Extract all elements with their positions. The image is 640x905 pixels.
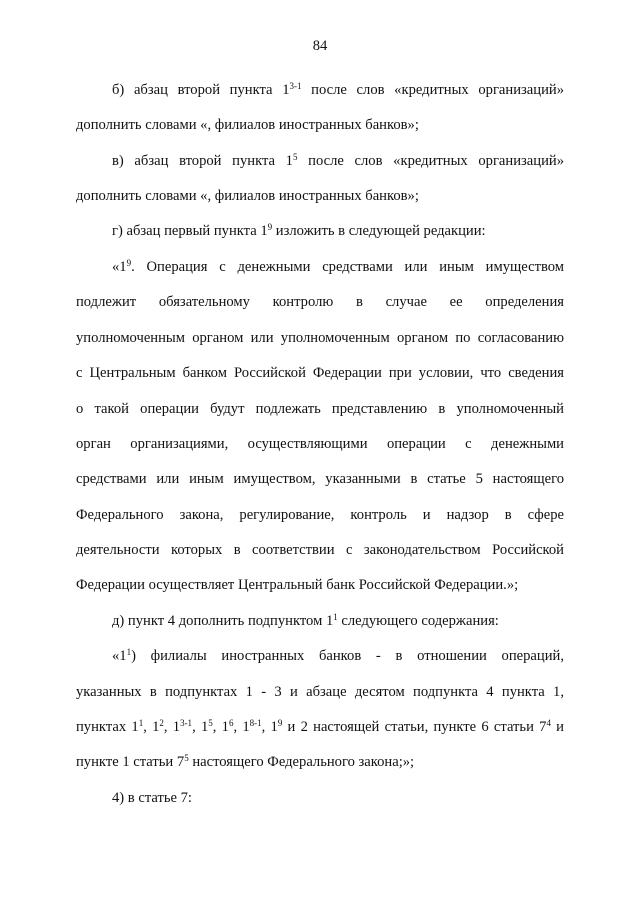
- paragraph-line: дополнить словами «, филиалов иностранных банков»;: [76, 188, 419, 204]
- paragraph-line: пункте 1 статьи $7^5$ настоящего Федерального закона;»;: [76, 753, 415, 770]
- paragraph-line: подлежит обязательному контролю в случае ее определения: [76, 294, 564, 310]
- paragraph-line: 4) в статье 7:: [112, 790, 192, 806]
- paragraph-line: Федерации осуществляет Центральный банк Российской Федерации.»;: [76, 577, 519, 593]
- paragraph-line: указанных в подпунктах 1 - 3 и абзаце десятом подпункта 4 пункта 1,: [76, 684, 564, 700]
- page-number: 84: [312, 38, 328, 54]
- paragraph-line: б) абзац второй пункта 1$^{3-1}$ после слов «кредитных организаций»: [112, 81, 564, 98]
- paragraph-line: в) абзац второй пункта $1^5$ после слов «кредитных организаций»: [112, 152, 564, 169]
- paragraph-line: о такой операции будут подлежать представлению в уполномоченный: [76, 401, 564, 417]
- paragraph-line: «$1^1$) филиалы иностранных банков - в отношении операций,: [112, 647, 564, 664]
- paragraph-line: Федерального закона, регулирование, контроль и надзор в сфере: [76, 507, 564, 523]
- paragraph-line: с Центральным банком Российской Федерации при условии, что сведения: [76, 365, 564, 381]
- paragraph-line: дополнить словами «, филиалов иностранных банков»;: [76, 117, 419, 133]
- paragraph-line: пунктах $1^1$, $1^2$, 1$^{3-1}$, $1^5$, $1^6$, 1$^{8-1}$, $1^9$ и 2 настоящей статьи, пункте 6 статьи $7^4$ и: [76, 718, 564, 735]
- paragraph-line: г) абзац первый пункта $1^9$ изложить в следующей редакции:: [112, 222, 486, 239]
- paragraph-line: «$1^9$. Операция с денежными средствами или иным имуществом: [112, 258, 564, 275]
- paragraph-line: уполномоченным органом или уполномоченным органом по согласованию: [76, 330, 564, 346]
- paragraph-line: средствами или иным имуществом, указанными в статье 5 настоящего: [76, 471, 564, 487]
- paragraph-line: деятельности которых в соответствии с законодательством Российской: [76, 542, 564, 558]
- paragraph-line: орган организациями, осуществляющими операции с денежными: [76, 436, 564, 452]
- paragraph-line: д) пункт 4 дополнить подпунктом $1^1$ следующего содержания:: [112, 612, 499, 629]
